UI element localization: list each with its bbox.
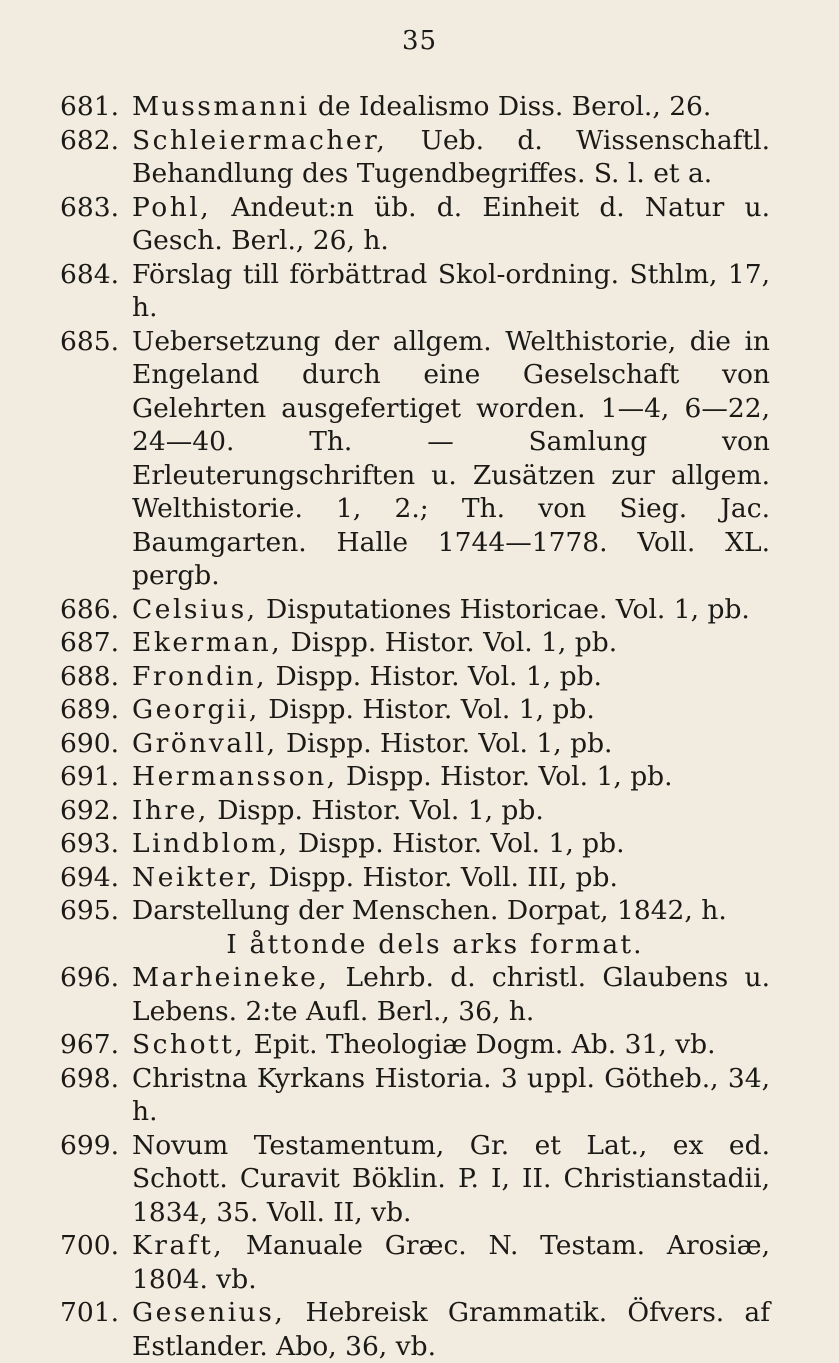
entry-number: 689. [60, 694, 120, 725]
entry-text [132, 124, 770, 191]
entry-number: 691. [60, 761, 120, 792]
entry-number: 693. [60, 828, 120, 859]
entry-text [132, 1296, 770, 1363]
entry-text [132, 325, 770, 593]
entry-author: Schott, [132, 1029, 246, 1060]
entry-description: Dispp. Histor. Vol. 1, pb. [282, 627, 618, 658]
entry-text [132, 760, 770, 794]
entry-description: Hebreisk Grammatik. Öfvers. af Estlander. Abo, 36, vb. [132, 1297, 770, 1362]
catalogue-entry [60, 1296, 770, 1363]
catalogue-entry [60, 1062, 770, 1129]
entry-text [132, 961, 770, 1028]
entry-text [132, 626, 770, 660]
entry-author: Gesenius, [132, 1297, 286, 1328]
entry-text [132, 794, 770, 828]
entry-text [132, 660, 770, 694]
page-number: 35 [401, 26, 438, 56]
entry-text [132, 827, 770, 861]
entry-number: 683. [60, 191, 120, 223]
entry-number: 685. [60, 325, 120, 357]
entry-number: 682. [60, 124, 120, 156]
entry-description: Dispp. Histor. Vol. 1, pb. [267, 660, 602, 692]
entry-author: Hermansson, [132, 761, 338, 792]
entry-description: Dispp. Histor. Vol. 1, pb. [289, 828, 625, 859]
entry-author: Marheineke, [132, 962, 330, 993]
entry-number: 698. [60, 1062, 120, 1094]
entry-author: Celsius, [132, 593, 258, 625]
entry-author: Ihre, [132, 794, 209, 826]
catalogue-entry [60, 861, 770, 895]
entry-description: Ueb. d. Wissenschaftl. Behandlung des Tugendbegriffes. S. l. et a. [132, 124, 770, 189]
entry-text [132, 1229, 770, 1296]
entry-text [132, 1129, 770, 1230]
catalogue-entry [60, 827, 770, 861]
entry-text [132, 894, 770, 928]
entry-author: Frondin, [132, 660, 268, 692]
entry-number: 701. [60, 1297, 120, 1328]
entry-number: 694. [60, 861, 120, 893]
entry-number: 687. [60, 627, 120, 658]
entry-description: Uebersetzung der allgem. Welthistorie, die in Engeland durch eine Geselschaft von Gelehrten ausgefertiget worden. 1—4, 6—22, 24—40. Th. — Samlung von Erleuterungschriften u. Zusätzen zur allgem. Welthistorie. 1, 2.; Th. von Sieg. Jac. Baumgarten. Halle 1744—1778. Voll. XL. pergb. [132, 325, 770, 591]
catalogue-entry [60, 258, 770, 325]
catalogue-entry [60, 124, 770, 191]
entry-text [132, 1062, 770, 1129]
entry-description: de Idealismo Diss. Berol., 26. [309, 91, 712, 122]
entry-text [132, 258, 770, 325]
entry-text [132, 727, 770, 761]
catalogue-entry [60, 727, 770, 761]
entry-author: Pohl, [132, 191, 212, 223]
entry-text [132, 191, 770, 258]
catalogue-entry [60, 660, 770, 694]
entry-number: 696. [60, 962, 120, 993]
entry-text [132, 1028, 770, 1062]
entry-description: Epit. Theologiæ Dogm. Ab. 31, vb. [245, 1029, 716, 1060]
catalogue-entry [60, 1229, 770, 1296]
catalogue-entry [60, 90, 770, 124]
entry-author: Kraft, [132, 1230, 225, 1261]
catalogue-entry [60, 961, 770, 1028]
entry-author: Neikter, [132, 861, 260, 893]
catalogue-entry [60, 1129, 770, 1230]
entry-description: Novum Testamentum, Gr. et Lat., ex ed. Schott. Curavit Böklin. P. I, II. Christianstadii, 1834, 35. Voll. II, vb. [132, 1129, 770, 1228]
entry-number: 690. [60, 727, 120, 759]
entry-description: Lehrb. d. christl. Glaubens u. Lebens. 2:te Aufl. Berl., 36, h. [132, 962, 770, 1027]
entry-number: 684. [60, 258, 120, 290]
catalogue-entry [60, 593, 770, 627]
entry-number: 967. [60, 1029, 120, 1060]
entry-description: Dispp. Histor. Vol. 1, pb. [337, 761, 673, 792]
entry-description: Dispp. Histor. Vol. 1, pb. [259, 694, 595, 725]
entry-author: Lindblom, [132, 828, 290, 859]
entry-description: Darstellung der Menschen. Dorpat, 1842, h. [132, 895, 727, 926]
section-heading: I åttonde dels arks format. [226, 928, 644, 960]
entry-number: 692. [60, 794, 120, 826]
entry-text [132, 90, 770, 124]
entry-description: Dispp. Histor. Vol. 1, pb. [208, 794, 544, 826]
catalogue-entry [60, 693, 770, 727]
entry-author: Schleiermacher, [132, 124, 388, 156]
entry-description: Dispp. Histor. Vol. 1, pb. [277, 727, 613, 759]
catalogue-entry [60, 1028, 770, 1062]
entry-description: Disputationes Historicae. Vol. 1, pb. [257, 593, 750, 625]
entry-author: Ekerman, [132, 627, 283, 658]
entry-text [132, 861, 770, 895]
catalogue-entry [60, 894, 770, 928]
entry-description: Andeut:n üb. d. Einheit d. Natur u. Gesch. Berl., 26, h. [132, 191, 770, 256]
entry-number: 695. [60, 895, 120, 926]
catalogue-entry [60, 794, 770, 828]
entry-author: Georgii, [132, 694, 260, 725]
catalogue-entry [60, 760, 770, 794]
catalogue-list [60, 90, 770, 1363]
entry-description: Christna Kyrkans Historia. 3 uppl. Götheb., 34, h. [132, 1062, 770, 1127]
entry-number: 688. [60, 660, 120, 692]
entry-description: Dispp. Histor. Voll. III, pb. [259, 861, 618, 893]
entry-text [132, 593, 770, 627]
entry-author: Mussmanni [132, 91, 310, 122]
entry-description: Förslag till förbättrad Skol-ordning. Sthlm, 17, h. [132, 258, 770, 323]
entry-description: Manuale Græc. N. Testam. Arosiæ, 1804. vb. [132, 1230, 770, 1295]
entry-number: 681. [60, 91, 120, 122]
catalogue-entry [60, 626, 770, 660]
entry-text [132, 693, 770, 727]
entry-author: Grönvall, [132, 727, 278, 759]
entry-number: 700. [60, 1230, 120, 1261]
entry-number: 699. [60, 1129, 120, 1161]
catalogue-entry [60, 191, 770, 258]
catalogue-entry [60, 325, 770, 593]
entry-number: 686. [60, 593, 120, 625]
